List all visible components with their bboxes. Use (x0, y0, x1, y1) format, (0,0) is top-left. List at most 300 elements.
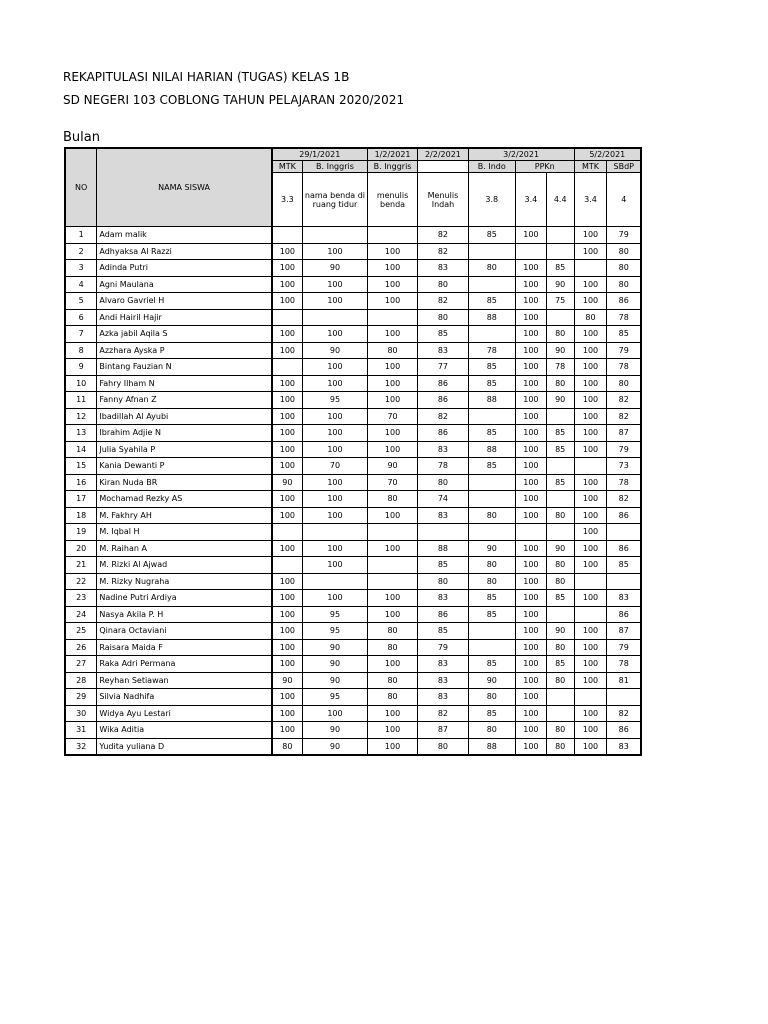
score-cell: 79 (607, 227, 641, 244)
score-cell: 100 (515, 656, 546, 673)
score-cell: 100 (272, 326, 303, 343)
score-cell (607, 573, 641, 590)
score-cell (303, 227, 368, 244)
score-cell: 79 (607, 441, 641, 458)
score-cell: 80 (468, 722, 515, 739)
score-cell: 90 (272, 672, 303, 689)
student-name: Raka Adri Permana (97, 656, 272, 673)
table-row (65, 672, 641, 689)
score-cell: 100 (367, 507, 417, 524)
row-number: 29 (65, 689, 97, 706)
subject-header: SBdP (607, 161, 641, 173)
score-cell: 85 (607, 326, 641, 343)
score-cell (303, 524, 368, 541)
score-cell: 80 (367, 491, 417, 508)
row-number: 10 (65, 375, 97, 392)
score-cell: 100 (303, 425, 368, 442)
table-row (65, 458, 641, 475)
score-cell: 80 (468, 689, 515, 706)
score-cell: 70 (367, 408, 417, 425)
row-number: 7 (65, 326, 97, 343)
score-cell: 80 (574, 309, 607, 326)
score-cell: 86 (607, 540, 641, 557)
score-cell: 100 (574, 276, 607, 293)
score-cell (272, 359, 303, 376)
score-cell: 80 (367, 623, 417, 640)
table-row (65, 276, 641, 293)
student-name: Azzhara Ayska P (97, 342, 272, 359)
score-cell: 100 (515, 639, 546, 656)
row-number: 21 (65, 557, 97, 574)
table-row (65, 623, 641, 640)
row-number: 3 (65, 260, 97, 277)
score-cell: 100 (272, 590, 303, 607)
score-cell (272, 309, 303, 326)
row-number: 14 (65, 441, 97, 458)
score-cell: 100 (574, 441, 607, 458)
row-number: 28 (65, 672, 97, 689)
score-cell: 100 (272, 540, 303, 557)
score-cell: 100 (367, 392, 417, 409)
score-cell: 85 (468, 705, 515, 722)
score-cell (418, 524, 468, 541)
score-cell: 85 (468, 359, 515, 376)
score-cell: 100 (367, 590, 417, 607)
score-cell: 100 (303, 293, 368, 310)
score-cell: 100 (574, 656, 607, 673)
table-row (65, 243, 641, 260)
score-cell: 100 (515, 276, 546, 293)
score-cell: 80 (546, 507, 574, 524)
table-row (65, 738, 641, 755)
table-row (65, 227, 641, 244)
score-cell: 90 (546, 342, 574, 359)
score-cell: 100 (515, 590, 546, 607)
row-number: 13 (65, 425, 97, 442)
score-cell: 88 (468, 738, 515, 755)
subject-header: B. Inggris (367, 161, 417, 173)
score-cell: 100 (574, 557, 607, 574)
score-cell: 100 (272, 623, 303, 640)
score-cell: 90 (303, 722, 368, 739)
row-number: 5 (65, 293, 97, 310)
score-cell: 79 (418, 639, 468, 656)
score-cell: 100 (272, 689, 303, 706)
score-cell: 80 (607, 375, 641, 392)
score-cell: 100 (272, 392, 303, 409)
score-cell (607, 689, 641, 706)
score-cell: 82 (418, 243, 468, 260)
score-cell (546, 606, 574, 623)
table-row (65, 408, 641, 425)
score-cell: 79 (607, 639, 641, 656)
score-cell: 100 (303, 590, 368, 607)
subject-header: B. Indo (468, 161, 515, 173)
score-cell: 100 (272, 342, 303, 359)
score-cell: 80 (468, 573, 515, 590)
score-cell: 80 (468, 557, 515, 574)
score-cell: 100 (515, 491, 546, 508)
score-cell (515, 524, 546, 541)
score-cell: 88 (468, 392, 515, 409)
date-header: 3/2/2021 (468, 148, 574, 161)
score-cell: 78 (546, 359, 574, 376)
student-name: Wika Aditia (97, 722, 272, 739)
score-cell: 100 (272, 705, 303, 722)
student-name: Agni Maulana (97, 276, 272, 293)
topic-header: 3.4 (574, 173, 607, 227)
score-cell (574, 606, 607, 623)
score-cell: 80 (418, 738, 468, 755)
row-number: 18 (65, 507, 97, 524)
table-row (65, 375, 641, 392)
topic-header: Menulis Indah (418, 173, 468, 227)
score-cell: 100 (574, 408, 607, 425)
score-cell: 86 (418, 392, 468, 409)
score-cell: 100 (515, 606, 546, 623)
student-name: Fanny Afnan Z (97, 392, 272, 409)
student-name: Yudita yuliana D (97, 738, 272, 755)
row-number: 30 (65, 705, 97, 722)
score-cell: 100 (272, 507, 303, 524)
score-cell: 86 (418, 606, 468, 623)
score-cell: 100 (303, 441, 368, 458)
score-cell: 86 (607, 606, 641, 623)
score-cell: 100 (515, 458, 546, 475)
score-cell: 100 (574, 342, 607, 359)
score-cell (546, 524, 574, 541)
score-cell: 95 (303, 623, 368, 640)
score-cell: 100 (367, 260, 417, 277)
student-name: Raisara Maida F (97, 639, 272, 656)
score-cell: 90 (272, 474, 303, 491)
score-cell: 90 (468, 672, 515, 689)
score-cell: 100 (367, 656, 417, 673)
row-number: 31 (65, 722, 97, 739)
score-cell: 87 (607, 425, 641, 442)
score-cell: 100 (574, 293, 607, 310)
table-row (65, 474, 641, 491)
date-header: 29/1/2021 (272, 148, 368, 161)
score-cell: 80 (468, 260, 515, 277)
table-row (65, 441, 641, 458)
table-row (65, 425, 641, 442)
score-cell: 100 (515, 573, 546, 590)
score-cell (546, 705, 574, 722)
score-cell: 78 (607, 656, 641, 673)
score-cell: 80 (607, 276, 641, 293)
student-name: M. Rizky Nugraha (97, 573, 272, 590)
row-number: 27 (65, 656, 97, 673)
score-cell (574, 458, 607, 475)
table-row (65, 392, 641, 409)
score-cell: 82 (607, 392, 641, 409)
score-cell: 100 (303, 243, 368, 260)
score-cell: 86 (607, 507, 641, 524)
score-cell: 100 (272, 425, 303, 442)
score-cell: 85 (546, 656, 574, 673)
student-name: Silvia Nadhifa (97, 689, 272, 706)
score-cell: 100 (272, 722, 303, 739)
score-cell (367, 557, 417, 574)
student-name: Nasya Akila P. H (97, 606, 272, 623)
score-cell: 82 (418, 408, 468, 425)
table-row (65, 656, 641, 673)
score-cell: 80 (367, 639, 417, 656)
score-cell: 100 (272, 276, 303, 293)
header-no: NO (65, 148, 97, 227)
score-cell: 100 (367, 375, 417, 392)
score-cell: 100 (272, 408, 303, 425)
score-cell: 85 (418, 557, 468, 574)
subject-header: PPKn (515, 161, 574, 173)
score-cell: 80 (418, 309, 468, 326)
student-name: Qinara Octaviani (97, 623, 272, 640)
score-cell: 80 (546, 672, 574, 689)
score-cell: 100 (303, 408, 368, 425)
score-cell: 80 (418, 573, 468, 590)
score-cell: 100 (367, 276, 417, 293)
student-name: M. Fakhry AH (97, 507, 272, 524)
score-cell: 80 (468, 507, 515, 524)
table-row (65, 524, 641, 541)
score-cell: 100 (515, 309, 546, 326)
score-cell: 85 (468, 458, 515, 475)
score-cell: 82 (607, 491, 641, 508)
student-name: Azka jabil Aqila S (97, 326, 272, 343)
student-name: Julia Syahila P (97, 441, 272, 458)
score-cell: 86 (607, 722, 641, 739)
score-cell: 100 (515, 623, 546, 640)
score-cell (515, 243, 546, 260)
score-cell: 85 (468, 227, 515, 244)
score-cell: 83 (418, 689, 468, 706)
score-cell: 85 (546, 425, 574, 442)
row-number: 25 (65, 623, 97, 640)
student-name: Widya Ayu Lestari (97, 705, 272, 722)
score-cell (546, 689, 574, 706)
score-cell: 100 (367, 540, 417, 557)
score-cell: 100 (367, 359, 417, 376)
row-number: 8 (65, 342, 97, 359)
score-cell: 85 (468, 590, 515, 607)
score-cell: 100 (367, 326, 417, 343)
student-name: Kiran Nuda BR (97, 474, 272, 491)
score-cell: 100 (367, 293, 417, 310)
score-cell: 100 (574, 227, 607, 244)
row-number: 1 (65, 227, 97, 244)
row-number: 32 (65, 738, 97, 755)
score-cell: 82 (607, 705, 641, 722)
table-row (65, 557, 641, 574)
score-cell: 100 (303, 326, 368, 343)
subject-header: MTK (272, 161, 303, 173)
score-cell: 100 (367, 243, 417, 260)
score-cell (468, 243, 515, 260)
student-name: Adam malik (97, 227, 272, 244)
score-cell (367, 573, 417, 590)
score-cell: 85 (418, 326, 468, 343)
student-name: Fahry Ilham N (97, 375, 272, 392)
score-cell: 90 (367, 458, 417, 475)
table-row (65, 342, 641, 359)
score-cell: 100 (367, 606, 417, 623)
score-cell: 88 (418, 540, 468, 557)
subject-header: MTK (574, 161, 607, 173)
score-cell: 83 (418, 260, 468, 277)
score-cell: 80 (607, 260, 641, 277)
score-cell: 87 (607, 623, 641, 640)
score-cell: 100 (303, 507, 368, 524)
row-number: 9 (65, 359, 97, 376)
score-cell: 100 (515, 672, 546, 689)
table-row (65, 590, 641, 607)
score-cell: 100 (272, 639, 303, 656)
score-cell: 74 (418, 491, 468, 508)
score-cell: 83 (607, 590, 641, 607)
table-row (65, 639, 641, 656)
topic-header: menulis benda (367, 173, 417, 227)
score-cell: 80 (546, 557, 574, 574)
score-cell: 80 (418, 474, 468, 491)
score-cell: 70 (303, 458, 368, 475)
score-cell: 85 (546, 260, 574, 277)
score-cell: 100 (515, 557, 546, 574)
score-cell: 78 (607, 359, 641, 376)
score-cell: 100 (515, 408, 546, 425)
table-row (65, 293, 641, 310)
score-cell: 100 (272, 491, 303, 508)
score-cell: 100 (303, 375, 368, 392)
score-cell (468, 639, 515, 656)
score-cell: 100 (515, 260, 546, 277)
student-name: Andi Hairil Hajir (97, 309, 272, 326)
score-cell: 85 (607, 557, 641, 574)
topic-header: 3.4 (515, 173, 546, 227)
score-cell: 100 (515, 705, 546, 722)
score-cell: 85 (468, 293, 515, 310)
score-cell: 100 (515, 425, 546, 442)
score-cell (546, 491, 574, 508)
score-cell: 82 (607, 408, 641, 425)
score-cell: 90 (546, 540, 574, 557)
score-cell: 83 (418, 342, 468, 359)
score-cell: 80 (546, 738, 574, 755)
score-cell: 100 (574, 359, 607, 376)
score-cell: 78 (418, 458, 468, 475)
month-label: Bulan (63, 130, 100, 145)
date-header: 1/2/2021 (367, 148, 417, 161)
row-number: 24 (65, 606, 97, 623)
score-cell: 100 (515, 474, 546, 491)
score-cell: 85 (468, 425, 515, 442)
score-cell: 85 (468, 375, 515, 392)
score-cell: 83 (418, 590, 468, 607)
score-cell: 100 (574, 590, 607, 607)
score-cell: 70 (367, 474, 417, 491)
score-cell: 90 (546, 623, 574, 640)
score-cell: 83 (607, 738, 641, 755)
score-cell: 90 (546, 276, 574, 293)
score-cell: 100 (367, 705, 417, 722)
score-cell: 100 (574, 507, 607, 524)
score-cell: 80 (546, 639, 574, 656)
row-number: 23 (65, 590, 97, 607)
score-cell: 90 (303, 342, 368, 359)
score-cell: 80 (418, 276, 468, 293)
score-cell: 80 (546, 375, 574, 392)
score-cell: 82 (418, 705, 468, 722)
score-cell: 79 (607, 342, 641, 359)
score-cell: 78 (468, 342, 515, 359)
score-cell: 100 (272, 573, 303, 590)
score-cell: 100 (515, 738, 546, 755)
subject-header: B. Inggris (303, 161, 368, 173)
score-cell: 100 (574, 392, 607, 409)
score-cell: 100 (515, 227, 546, 244)
score-cell: 100 (515, 375, 546, 392)
score-cell: 95 (303, 392, 368, 409)
score-cell (546, 309, 574, 326)
topic-header: nama benda di ruang tidur (303, 173, 368, 227)
student-name: Ibrahim Adjie N (97, 425, 272, 442)
score-cell: 73 (607, 458, 641, 475)
table-row (65, 491, 641, 508)
score-cell: 100 (272, 441, 303, 458)
table-row (65, 260, 641, 277)
score-cell: 90 (303, 260, 368, 277)
row-number: 12 (65, 408, 97, 425)
student-name: M. Raihan A (97, 540, 272, 557)
score-cell (367, 227, 417, 244)
header-name: NAMA SISWA (97, 148, 272, 227)
score-cell (574, 689, 607, 706)
score-cell: 100 (515, 293, 546, 310)
score-cell: 77 (418, 359, 468, 376)
row-number: 26 (65, 639, 97, 656)
student-name: Bintang Fauzian N (97, 359, 272, 376)
score-cell: 100 (272, 293, 303, 310)
score-cell: 100 (367, 722, 417, 739)
score-cell: 85 (546, 441, 574, 458)
score-cell: 100 (574, 722, 607, 739)
student-name: Alvaro Gavriel H (97, 293, 272, 310)
score-cell (468, 408, 515, 425)
score-cell: 80 (272, 738, 303, 755)
score-cell: 100 (367, 441, 417, 458)
score-cell (303, 309, 368, 326)
topic-header: 3.3 (272, 173, 303, 227)
score-cell: 100 (303, 491, 368, 508)
score-cell: 100 (303, 474, 368, 491)
score-cell (367, 309, 417, 326)
score-cell: 81 (607, 672, 641, 689)
score-cell: 80 (367, 342, 417, 359)
score-cell: 100 (303, 276, 368, 293)
score-cell (303, 573, 368, 590)
score-cell: 90 (303, 639, 368, 656)
table-row (65, 705, 641, 722)
score-cell (574, 573, 607, 590)
student-name: Nadine Putri Ardiya (97, 590, 272, 607)
score-cell (468, 524, 515, 541)
score-cell: 88 (468, 309, 515, 326)
score-cell: 100 (574, 639, 607, 656)
report-subtitle: SD NEGERI 103 COBLONG TAHUN PELAJARAN 2020/2021 (63, 93, 405, 107)
score-cell: 100 (272, 375, 303, 392)
student-name: Reyhan Setiawan (97, 672, 272, 689)
score-cell: 100 (303, 557, 368, 574)
